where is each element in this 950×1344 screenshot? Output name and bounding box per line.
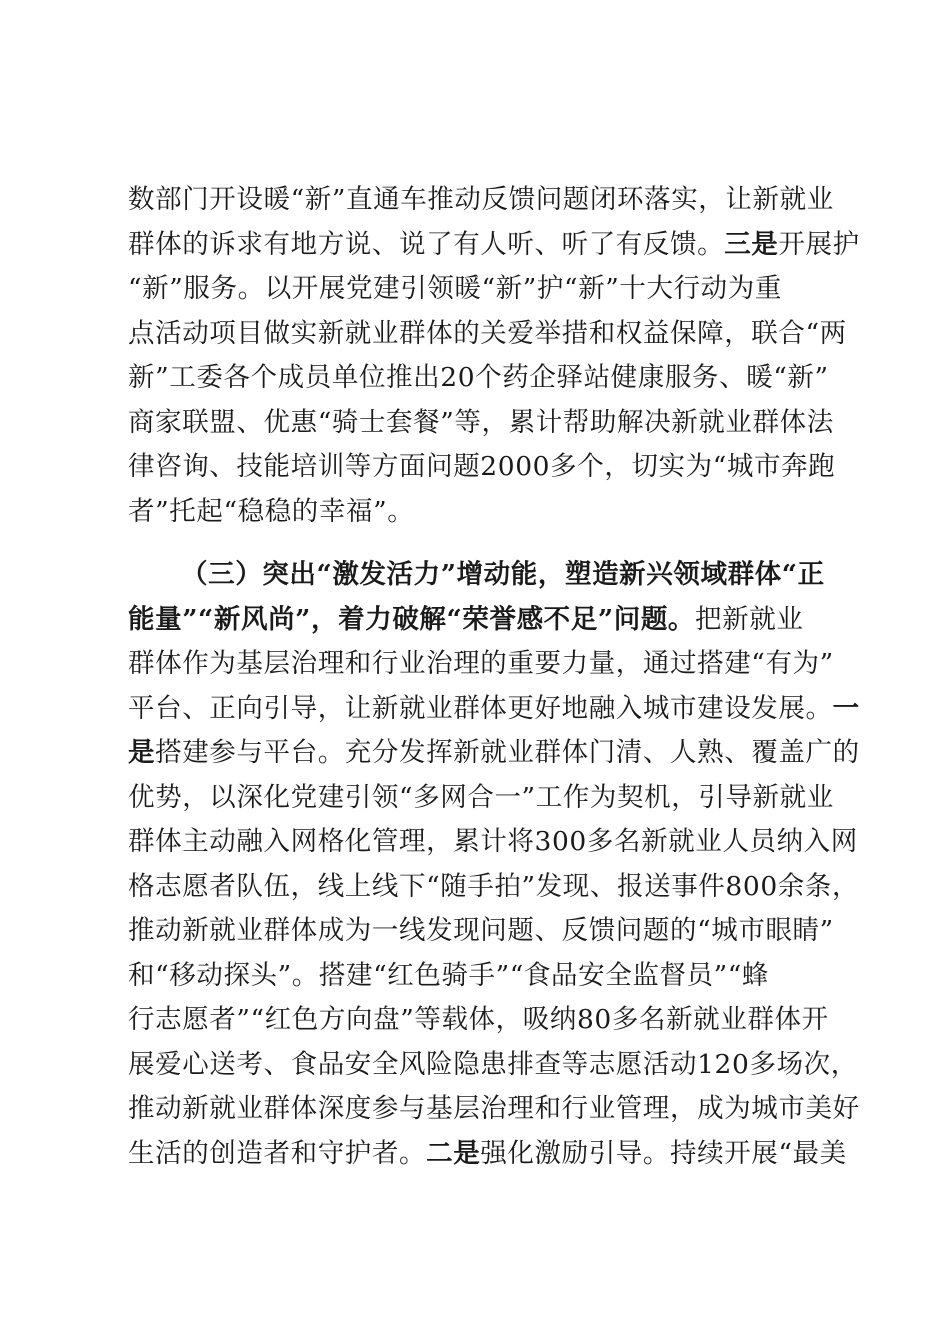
paragraph-2	[128, 553, 860, 1176]
text-line: 群体主动融入网格化管理，累计将300多名新就业人员纳入网	[128, 826, 858, 857]
text-line	[128, 223, 860, 268]
text-line: 行志愿者”“红色方向盘”等载体，吸纳80多名新就业群体开	[128, 1004, 829, 1035]
text-line: 推动新就业群体深度参与基层治理和行业管理，成为城市美好	[128, 1093, 860, 1124]
text-run: 开展护	[778, 228, 860, 260]
text-run: 强化激励引导。持续开展“最美	[480, 1137, 847, 1169]
text-line: 商家联盟、优惠“骑士套餐”等，累计帮助解决新就业群体法	[128, 406, 834, 438]
text-line: “新”服务。以开展党建引领暖“新”护“新”十大行动为重	[128, 273, 782, 304]
text-line: 格志愿者队伍，线上线下“随手拍”发现、报送事件800余条，	[128, 870, 860, 902]
paragraph-1	[128, 178, 860, 534]
bold-marker: 三是	[724, 228, 779, 260]
text-run: 生活的创造者和守护者。	[128, 1137, 427, 1169]
text-run: 把新就业	[695, 603, 804, 635]
bold-marker: 一	[832, 692, 860, 724]
text-line	[128, 598, 833, 643]
text-line: 点活动项目做实新就业群体的关爱举措和权益保障，联合“两	[128, 317, 847, 349]
text-line: 律咨询、技能培训等方面问题2000多个，切实为“城市奔跑	[128, 451, 836, 482]
text-line: 数部门开设暖“新”直通车推动反馈问题闭环落实，让新就业	[128, 184, 834, 215]
text-line	[128, 1132, 847, 1177]
text-line: 和“移动探头”。搭建“红色骑手”“食品安全监督员”“蜂	[128, 959, 770, 991]
text-line	[128, 687, 860, 732]
text-run: 搭建参与平台。充分发挥新就业群体门清、人熟、覆盖广的	[155, 737, 860, 768]
bold-marker: 二是	[426, 1137, 481, 1169]
text-line	[128, 731, 860, 776]
text-line: 新”工委各个成员单位推出20个药企驿站健康服务、暖“新”	[128, 362, 829, 393]
bold-marker: 是	[128, 737, 156, 768]
text-run: 群体的诉求有地方说、说了有人听、听了有反馈。	[128, 228, 725, 260]
section-heading-cont: 能量”“新风尚”，着力破解“荣誉感不足”问题。	[128, 603, 696, 635]
section-heading: （三）突出“激发活力”增动能，塑造新兴领域群体“正	[181, 559, 825, 590]
text-run: 平台、正向引导，让新就业群体更好地融入城市建设发展。	[128, 692, 833, 724]
text-line: 优势，以深化党建引领“多网合一”工作为契机，引导新就业	[128, 781, 834, 813]
text-line: 推动新就业群体成为一线发现问题、反馈问题的“城市眼睛”	[128, 915, 834, 946]
text-line: 展爱心送考、食品安全风险隐患排查等志愿活动120多场次，	[128, 1048, 858, 1080]
text-line: 者”托起“稳稳的幸福”。	[128, 495, 415, 527]
text-line: 群体作为基层治理和行业治理的重要力量，通过搭建“有为”	[128, 648, 834, 679]
